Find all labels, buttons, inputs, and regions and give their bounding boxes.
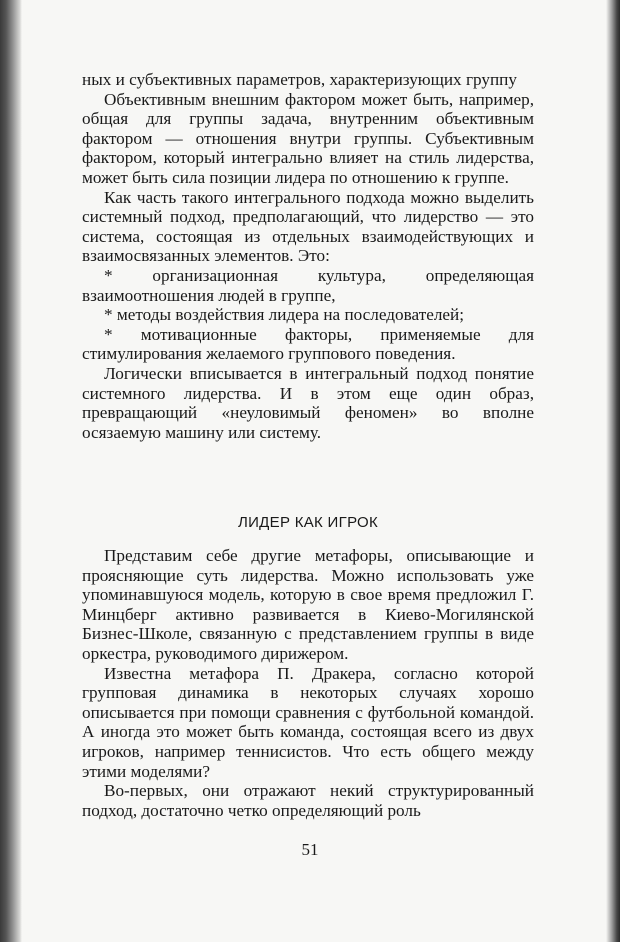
paragraph: Логически вписывается в интегральный подход понятие системного лидерства. И в этом еще один образ, превращающий «неуловимый феномен» во вполне осязаемую машину или систему. xyxy=(82,363,534,442)
body-text-top xyxy=(82,70,534,442)
paragraph: Во-первых, они отражают некий структурированный подход, достаточно четко определяющий роль xyxy=(82,781,534,820)
section-heading: ЛИДЕР КАК ИГРОК xyxy=(237,514,379,531)
scan-right-edge xyxy=(606,0,620,942)
paragraph: Объективным внешним фактором может быть, например, общая для группы задача, внутренним объективным фактором — отношения внутри группы. Субъективным фактором, который интегрально влияет на стиль лидерства, может быть сила позиции лидера по отношению к группе. xyxy=(82,89,534,187)
bullet-item: * организационная культура, определяющая взаимоотношения людей в группе, xyxy=(82,265,534,305)
bullet-item: * мотивационные факторы, применяемые для стимулирования желаемого группового поведения. xyxy=(82,324,534,364)
bullet-item: * методы воздействия лидера на последователей; xyxy=(104,305,465,325)
paragraph: Как часть такого интегрального подхода можно выделить системный подход, предполагающий, что лидерство — это система, состоящая из отдельных взаимодействующих и взаимосвязанных элементов. Это: xyxy=(82,187,534,266)
page-number: 51 xyxy=(301,840,319,859)
scan-left-edge xyxy=(0,0,22,942)
paragraph: Известна метафора П. Дракера, согласно которой групповая динамика в некоторых случаях хорошо описывается при помощи сравнения с футбольной командой. А иногда это может быть команда, состоящая всего из двух игроков, например теннисистов. Что есть общего между этими моделями? xyxy=(82,663,534,781)
paragraph-continuation: ных и субъективных параметров, характеризующих группу xyxy=(82,70,517,89)
body-text-section xyxy=(82,546,534,820)
paragraph: Представим себе другие метафоры, описывающие и проясняющие суть лидерства. Можно использовать уже упоминавшуюся модель, которую в свое время предложил Г. Минцберг активно развивается в Киево-Могилянской Бизнес-Школе, связанную с представлением группы в виде оркестра, руководимого дирижером. xyxy=(82,546,534,663)
